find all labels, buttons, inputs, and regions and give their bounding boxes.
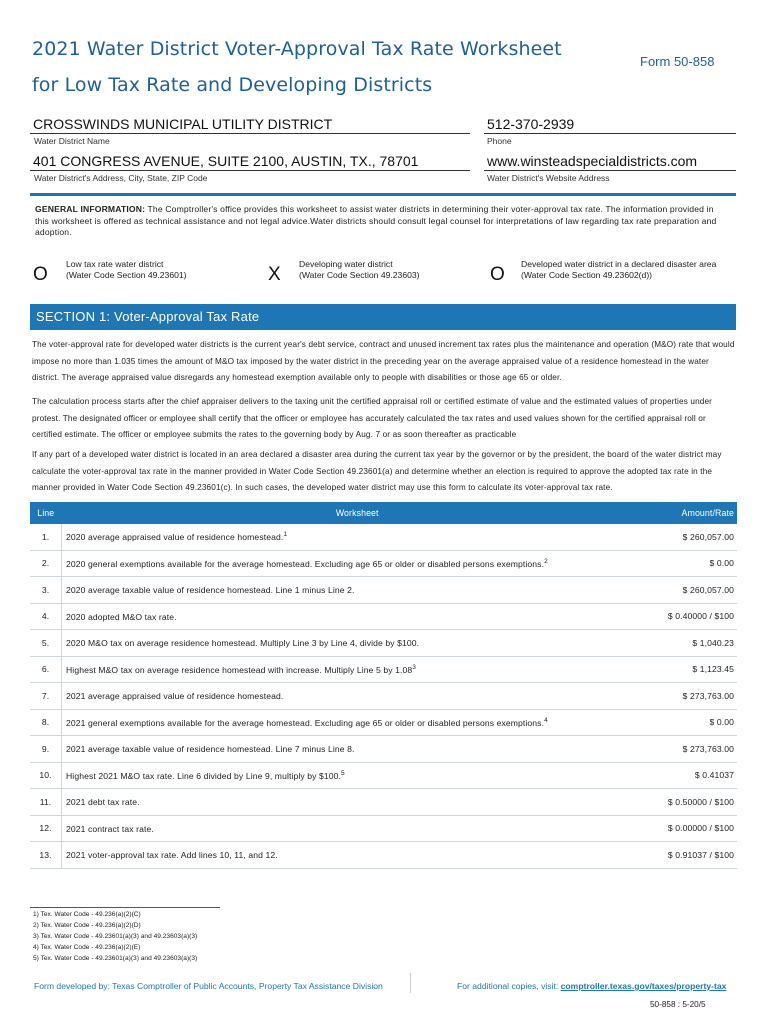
table-row xyxy=(30,603,737,630)
footnote-2: 2) Tex. Water Code - 49.236(a)(2)(D) xyxy=(33,922,141,929)
row-description-text: Highest 2021 M&O tax rate. Line 6 divided by Line 9, multiply by $100. xyxy=(66,770,341,781)
row-line-number: 9. xyxy=(30,736,62,763)
table-row xyxy=(30,577,737,604)
row-description xyxy=(62,577,653,604)
footnote-1: 1) Tex. Water Code - 49.236(a)(2)(C) xyxy=(33,911,141,918)
option-low-tax-label-line2: (Water Code Section 49.23601) xyxy=(66,269,187,280)
row-description xyxy=(62,524,653,550)
row-amount[interactable]: $ 0.00000 / $100 xyxy=(653,815,737,842)
header-amount: Amount/Rate xyxy=(653,502,737,524)
table-header-row xyxy=(30,502,737,524)
row-description-text: 2021 general exemptions available for the average homestead. Excluding age 65 or older or disabled persons exemptions. xyxy=(66,717,545,728)
section-paragraph-1: The voter-approval rate for developed water districts is the current year's debt service, contract and unused increment tax rates plus the maintenance and operation (M&O) rate that would impose no more than 1.035 times the amount of M&O tax imposed by the water district in the preceding year on the average appraised value of a residence homestead in the water district. The average appraised value disregards any homestead exemption available only to people with disabilities or those age 65 or older. xyxy=(32,340,735,383)
row-amount[interactable]: $ 0.91037 / $100 xyxy=(653,842,737,869)
form-number: Form 50-858 xyxy=(640,54,715,69)
form-title-line2: for Low Tax Rate and Developing Districts xyxy=(32,74,433,96)
table-row xyxy=(30,815,737,842)
row-description-text: 2021 voter-approval tax rate. Add lines 10, 11, and 12. xyxy=(66,850,278,861)
row-footnote-ref: 3 xyxy=(412,663,416,671)
row-description-text: 2021 average taxable value of residence homestead. Line 7 minus Line 8. xyxy=(66,744,355,755)
option-developed-disaster-label xyxy=(521,259,716,280)
option-developing-label-line2: (Water Code Section 49.23603) xyxy=(299,269,420,280)
website-field[interactable]: www.winsteadspecialdistricts.com xyxy=(487,153,698,169)
row-line-number: 4. xyxy=(30,603,62,630)
option-low-tax-mark[interactable]: O xyxy=(33,264,48,285)
district-name-field[interactable]: CROSSWINDS MUNICIPAL UTILITY DISTRICT xyxy=(33,116,333,132)
phone-field[interactable]: 512-370-2939 xyxy=(487,116,575,132)
row-description xyxy=(62,789,653,816)
table-row xyxy=(30,789,737,816)
row-description xyxy=(62,683,653,710)
section-paragraph-2: The calculation process starts after the chief appraiser delivers to the taxing unit the certified appraisal roll or certified estimate of value and the estimated values of properties under protest. The designated officer or employee shall certify that the officer or employee has accurately calculated the tax rates and used values shown for the certified appraisal roll or certified estimate. The officer or employee submits the rates to the governing body by Aug. 7 or as soon thereafter as practicable xyxy=(32,397,713,440)
section-paragraph-3: If any part of a developed water district is located in an area declared a disaster area during the current tax year by the governor or by the president, the board of the water district may calculate the voter-approval tax rate in the manner provided in Water Code Section 49.23601(a) and determine whether an election is required to approve the adopted tax rate in the manner provided in Water Code Section 49.23601(c). In such cases, the developed water district may use this form to calculate its voter-approval tax rate. xyxy=(32,450,722,493)
table-row xyxy=(30,683,737,710)
website-label: Water District's Website Address xyxy=(487,173,610,183)
row-amount[interactable]: $ 0.40000 / $100 xyxy=(653,603,737,630)
option-developing-label xyxy=(299,259,420,280)
row-description xyxy=(62,842,653,869)
row-amount[interactable]: $ 0.00 xyxy=(653,550,737,577)
table-row xyxy=(30,656,737,683)
row-footnote-ref: 1 xyxy=(283,531,288,539)
form-revision-code: 50-858 : 5-20/5 xyxy=(650,1000,706,1009)
option-low-tax-label-line1: Low tax rate water district xyxy=(66,259,164,269)
row-amount[interactable]: $ 260,057.00 xyxy=(653,577,737,604)
header-line: Line xyxy=(30,502,62,524)
option-developed-disaster-label-line2: (Water Code Section 49.23602(d)) xyxy=(521,269,653,280)
row-description-text: 2021 average appraised value of residence homestead. xyxy=(66,691,284,702)
row-amount[interactable]: $ 0.00 xyxy=(653,709,737,736)
divider-bar xyxy=(30,193,736,196)
option-developed-disaster-label-line1: Developed water district in a declared disaster area xyxy=(521,259,717,269)
row-description-text: 2020 average appraised value of residence homestead. xyxy=(66,532,284,543)
row-description xyxy=(62,762,653,789)
divider xyxy=(30,133,470,134)
row-line-number: 12. xyxy=(30,815,62,842)
row-amount[interactable]: $ 273,763.00 xyxy=(653,736,737,763)
table-row xyxy=(30,524,737,550)
table-row xyxy=(30,630,737,657)
footer-divider xyxy=(410,973,411,993)
option-low-tax-label xyxy=(66,259,187,280)
row-line-number: 3. xyxy=(30,577,62,604)
option-developed-disaster-mark[interactable]: O xyxy=(490,264,505,285)
row-description xyxy=(62,630,653,657)
header-worksheet: Worksheet xyxy=(62,502,653,524)
row-description xyxy=(62,736,653,763)
row-description-text: 2021 debt tax rate. xyxy=(66,797,140,808)
row-description-text: Highest M&O tax on average residence homestead with increase. Multiply Line 5 by 1.08 xyxy=(66,664,413,675)
row-line-number: 11. xyxy=(30,789,62,816)
general-info-text: The Comptroller's office provides this worksheet to assist water districts in determining their voter-approval tax rate. The information provided in this worksheet is offered as technical assistance and not legal advice.Water districts should consult legal counsel for interpretations of law regarding tax rate preparation and adoption. xyxy=(35,204,717,237)
option-developing-mark[interactable]: X xyxy=(268,264,281,285)
table-row xyxy=(30,709,737,736)
row-amount[interactable]: $ 0.50000 / $100 xyxy=(653,789,737,816)
footnote-5: 5) Tex. Water Code - 49.23601(a)(3) and 49.23603(a)(3) xyxy=(33,955,198,962)
row-amount[interactable]: $ 260,057.00 xyxy=(682,531,734,542)
footnote-divider xyxy=(30,907,220,908)
row-amount[interactable]: $ 1,123.45 xyxy=(653,656,737,683)
row-description-text: 2020 adopted M&O tax rate. xyxy=(66,611,177,622)
row-description-text: 2021 contract tax rate. xyxy=(66,823,154,834)
district-name-label: Water District Name xyxy=(34,136,110,146)
address-field[interactable]: 401 CONGRESS AVENUE, SUITE 2100, AUSTIN, TX., 78701 xyxy=(33,153,419,169)
general-information xyxy=(35,204,725,239)
divider xyxy=(484,170,736,171)
row-line-number: 10. xyxy=(30,762,62,789)
row-description xyxy=(62,603,653,630)
row-line-number: 7. xyxy=(30,683,62,710)
row-description xyxy=(62,709,653,736)
row-description-text: 2020 M&O tax on average residence homestead. Multiply Line 3 by Line 4, divide by $100. xyxy=(66,638,420,649)
row-footnote-ref: 2 xyxy=(544,557,548,565)
footnote-4: 4) Tex. Water Code - 49.236(a)(2)(E) xyxy=(33,944,141,951)
row-description xyxy=(62,656,653,683)
option-developing-label-line1: Developing water district xyxy=(299,259,393,269)
footer-copies-text: For additional copies, visit: xyxy=(457,981,561,991)
row-line-number: 1. xyxy=(30,524,62,550)
address-label: Water District's Address, City, State, ZIP Code xyxy=(34,173,208,183)
footer-credit: Form developed by: Texas Comptroller of Public Accounts, Property Tax Assistance Division xyxy=(34,981,383,991)
row-line-number: 5. xyxy=(30,630,62,657)
general-info-heading: GENERAL INFORMATION: xyxy=(35,204,146,214)
footer-copies xyxy=(457,981,726,991)
row-amount[interactable]: $ 1,040.23 xyxy=(653,630,737,657)
table-row xyxy=(30,842,737,869)
row-description xyxy=(62,550,653,577)
row-description-text: 2020 average taxable value of residence homestead. Line 1 minus Line 2. xyxy=(66,585,355,596)
table-row xyxy=(30,550,737,577)
divider xyxy=(30,170,470,171)
row-footnote-ref: 4 xyxy=(544,716,548,724)
row-line-number: 8. xyxy=(30,709,62,736)
phone-label: Phone xyxy=(487,136,512,146)
form-title-line1: 2021 Water District Voter-Approval Tax Rate Worksheet xyxy=(32,38,562,60)
footer-link[interactable]: comptroller.texas.gov/taxes/property-tax xyxy=(560,981,727,991)
table-row xyxy=(30,762,737,789)
footnote-3: 3) Tex. Water Code - 49.23601(a)(3) and 49.23603(a)(3) xyxy=(33,933,198,940)
row-description xyxy=(62,815,653,842)
section-title: SECTION 1: Voter-Approval Tax Rate xyxy=(36,309,260,324)
row-amount[interactable]: $ 273,763.00 xyxy=(653,683,737,710)
table-row xyxy=(30,736,737,763)
worksheet-table xyxy=(30,502,737,869)
row-line-number: 6. xyxy=(30,656,62,683)
row-footnote-ref: 5 xyxy=(341,769,345,777)
row-description-text: 2020 general exemptions available for the average homestead. Excluding age 65 or older or disabled persons exemptions. xyxy=(66,558,545,569)
row-line-number: 13. xyxy=(30,842,62,869)
row-amount[interactable]: $ 0.41037 xyxy=(653,762,737,789)
row-line-number: 2. xyxy=(30,550,62,577)
divider xyxy=(484,133,736,134)
